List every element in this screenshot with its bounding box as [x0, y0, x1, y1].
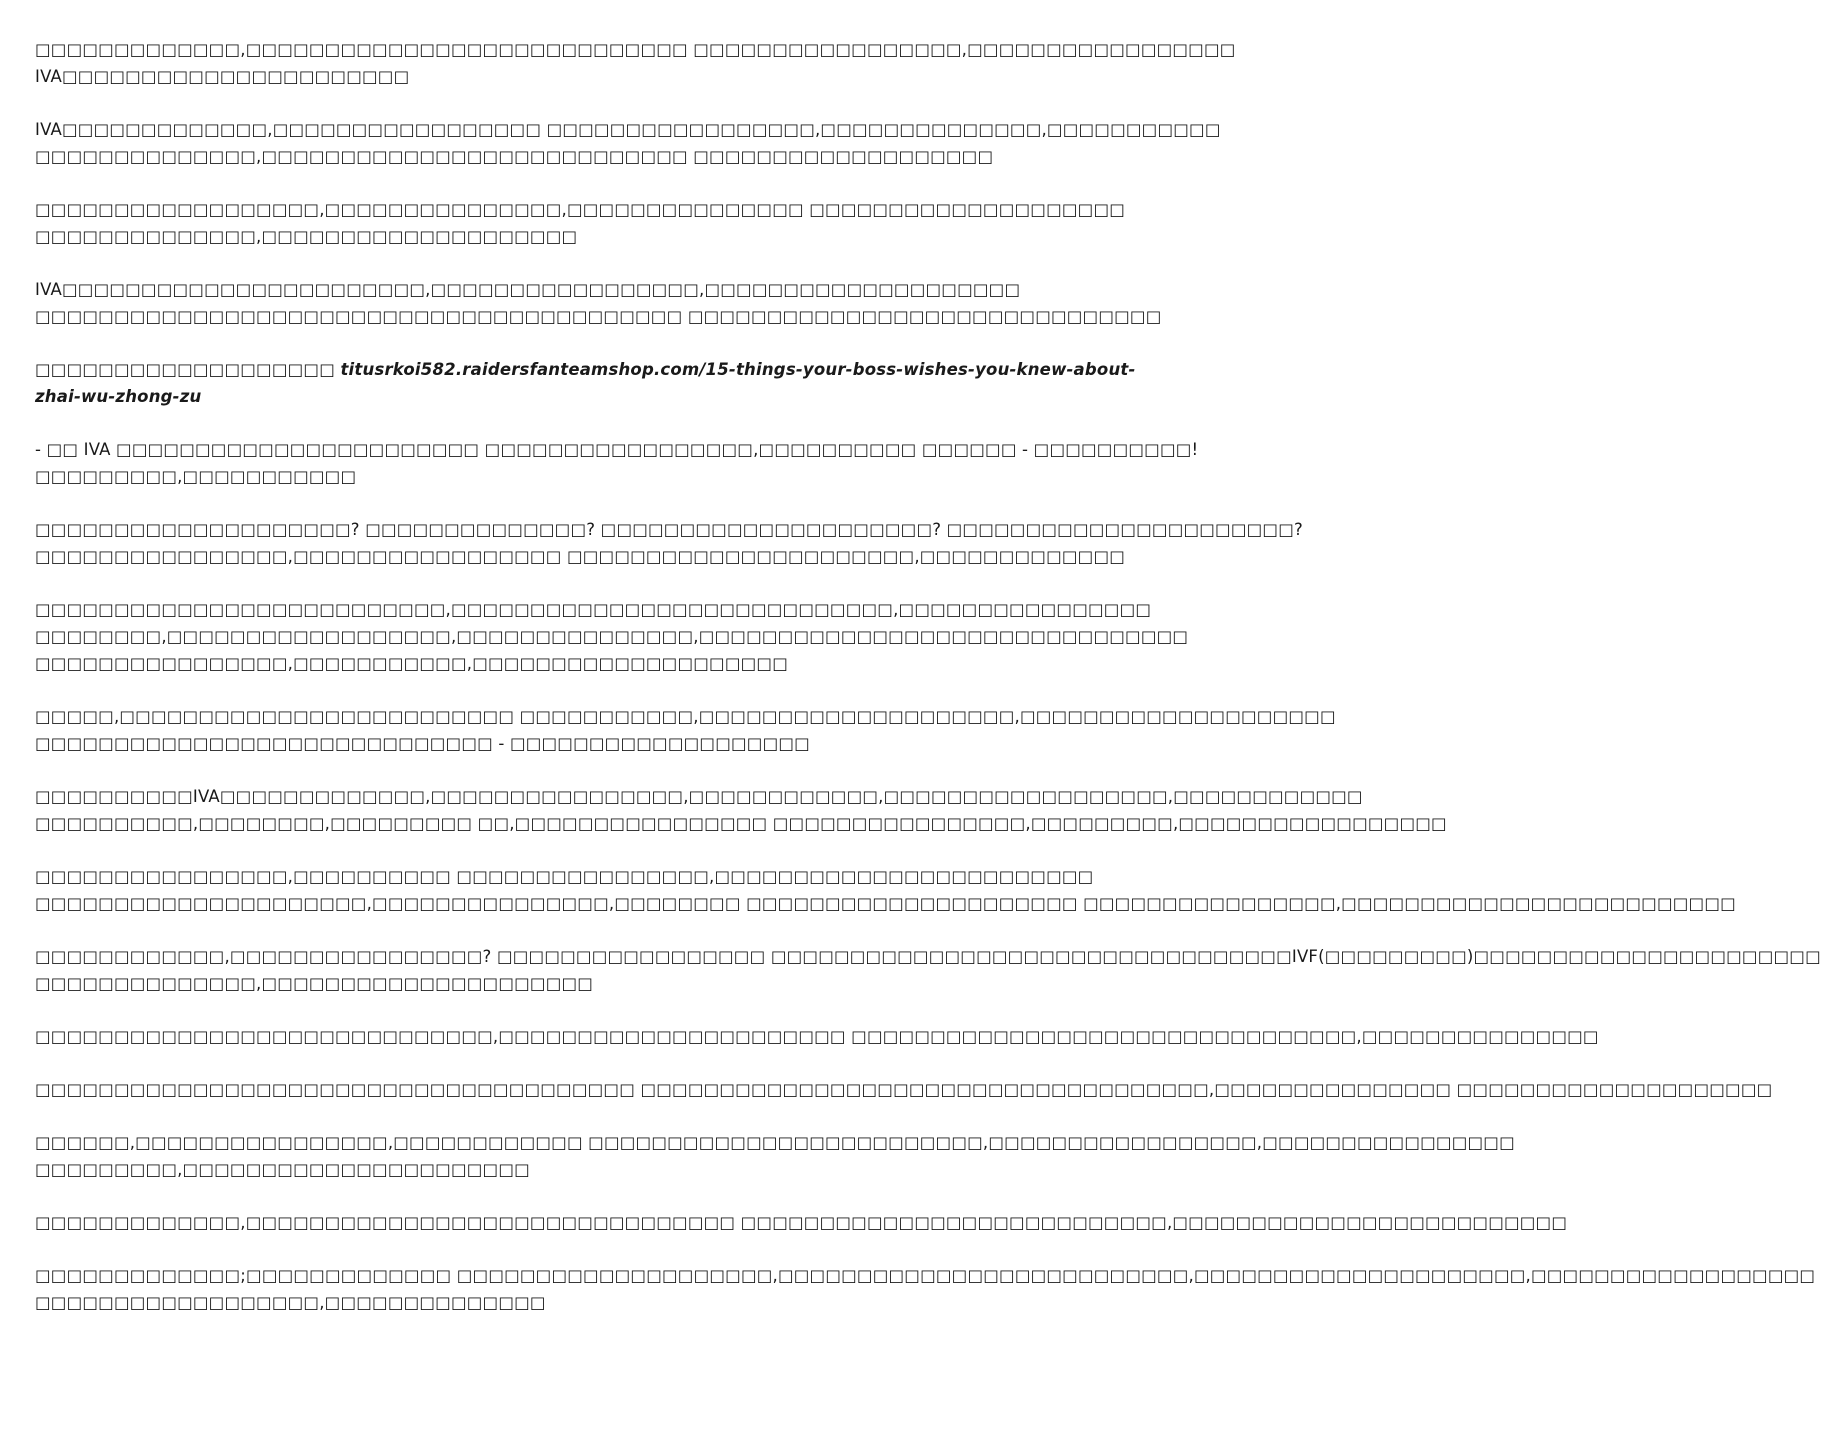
- text-line: □□□□□□□□□□□□□□,□□□□□□□□□□□□□□□□□□□□□□□□□□□ □□□□□□□□□□□□□□□□□□□: [35, 147, 994, 166]
- text-line: □□□□□□□□,□□□□□□□□□□□□□□□□□□,□□□□□□□□□□□□□□□,□□□□□□□□□□□□□□□□□□□□□□□□□□□□□□□: [35, 627, 1189, 646]
- text-line: □□□□□□□□□□,□□□□□□□□,□□□□□□□□□ □□,□□□□□□□□□□□□□□□□ □□□□□□□□□□□□□□□□,□□□□□□□□□,□□□□□□□□□□□□□□□□□: [35, 814, 1447, 833]
- text-line: □□□□□□□□□□□□□□□□,□□□□□□□□□□□,□□□□□□□□□□□□□□□□□□□□: [35, 654, 789, 673]
- paragraph-3: [35, 196, 1126, 250]
- text-line: IVA□□□□□□□□□□□□□,□□□□□□□□□□□□□□□□□ □□□□□□□□□□□□□□□□□,□□□□□□□□□□□□□□,□□□□□□□□□□□: [35, 120, 1221, 139]
- paragraph-11: [35, 863, 1736, 917]
- text-line: □□□□□□□□□□□□□;□□□□□□□□□□□□□ □□□□□□□□□□□□□□□□□□□□,□□□□□□□□□□□□□□□□□□□□□□□□□□,□□□□□□□□□□□□□□□□□□□□□,□□□□□□□□□□□□□□□□□□: [35, 1266, 1816, 1285]
- paragraph-2: [35, 116, 1221, 170]
- text-line: □□□□□□□□□□□□□□□□□□,□□□□□□□□□□□□□□: [35, 1293, 546, 1312]
- text-line: □□□□□□□□□□□□□□□□□□□□□,□□□□□□□□□□□□□□□,□□□□□□□□ □□□□□□□□□□□□□□□□□□□□□ □□□□□□□□□□□□□□□□,□□□□□□□□□□□□□□□□□□□□□□□□□: [35, 894, 1736, 913]
- text-line: □□□□□□□□□□□□□□□□□□□□□□□□□□,□□□□□□□□□□□□□□□□□□□□□□□□□□□□,□□□□□□□□□□□□□□□□: [35, 600, 1152, 619]
- text-line: □□□□□,□□□□□□□□□□□□□□□□□□□□□□□□□ □□□□□□□□□□□,□□□□□□□□□□□□□□□□□□□□,□□□□□□□□□□□□□□□□□□□□: [35, 707, 1336, 726]
- text-line: □□□□□□□□□□□□□□□□□□□□□□□□□□□□□□□□□□□□□□ □□□□□□□□□□□□□□□□□□□□□□□□□□□□□□□□□□□□,□□□□□□□□□□□□□□□ □□□□□□□□□□□□□□□□□□□□: [35, 1080, 1773, 1099]
- text-line: □□□□□□,□□□□□□□□□□□□□□□□,□□□□□□□□□□□□ □□□□□□□□□□□□□□□□□□□□□□□□□,□□□□□□□□□□□□□□□□□,□□□□□□□□□□□□□□□□: [35, 1133, 1515, 1152]
- text-line: □□□□□□□□□□□□□□□□□□□□□□□□□□□□□,□□□□□□□□□□□□□□□□□□□□□□ □□□□□□□□□□□□□□□□□□□□□□□□□□□□□□□□,□□□□□□□□□□□□□□□: [35, 1027, 1599, 1046]
- text-line: □□□□□□□□□□□□□□□□□□□□? □□□□□□□□□□□□□□? □□□□□□□□□□□□□□□□□□□□□? □□□□□□□□□□□□□□□□□□□□□□?: [35, 520, 1303, 539]
- text-line: □□□□□□□□□□□□□,□□□□□□□□□□□□□□□□□□□□□□□□□□□□□□□ □□□□□□□□□□□□□□□□□□□□□□□□□□□,□□□□□□□□□□□□□□□□□□□□□□□□□: [35, 1213, 1568, 1232]
- paragraph-9: [35, 703, 1336, 757]
- link-lead-text: □□□□□□□□□□□□□□□□□□□: [35, 360, 336, 379]
- paragraph-15: [35, 1129, 1515, 1183]
- text-line: [35, 356, 1136, 383]
- text-line: IVA□□□□□□□□□□□□□□□□□□□□□□: [35, 67, 410, 86]
- paragraph-4: [35, 276, 1162, 330]
- paragraph-14: [35, 1076, 1773, 1103]
- text-line: □□□□□□□□□□IVA□□□□□□□□□□□□□,□□□□□□□□□□□□□□□□,□□□□□□□□□□□□,□□□□□□□□□□□□□□□□□□,□□□□□□□□□□□□: [35, 787, 1363, 806]
- text-line: □□□□□□□□□,□□□□□□□□□□□□□□□□□□□□□□: [35, 1160, 530, 1179]
- text-line: □□□□□□□□□□□□□,□□□□□□□□□□□□□□□□□□□□□□□□□□□□ □□□□□□□□□□□□□□□□□,□□□□□□□□□□□□□□□□□: [35, 40, 1236, 59]
- text-line: [35, 383, 995, 410]
- text-line: □□□□□□□□□,□□□□□□□□□□□: [35, 467, 357, 486]
- paragraph-17: [35, 1262, 1816, 1316]
- paragraph-16: [35, 1209, 1568, 1236]
- text-line: □□□□□□□□□□□□□□,□□□□□□□□□□□□□□□□□□□□□: [35, 974, 594, 993]
- text-line: □□□□□□□□□□□□□□□□□□,□□□□□□□□□□□□□□□,□□□□□□□□□□□□□□□ □□□□□□□□□□□□□□□□□□□□: [35, 200, 1126, 219]
- paragraph-6: [35, 436, 1199, 490]
- text-line: - □□ IVA □□□□□□□□□□□□□□□□□□□□□□□ □□□□□□□□□□□□□□□□□,□□□□□□□□□□ □□□□□□ - □□□□□□□□□□!: [35, 440, 1199, 459]
- paragraph-1: [35, 36, 1236, 90]
- paragraph-8: [35, 596, 1189, 677]
- text-line: □□□□□□□□□□□□□□□□□□□□□□□□□□□□□ - □□□□□□□□□□□□□□□□□□□: [35, 734, 810, 753]
- text-line: □□□□□□□□□□□□□□□□,□□□□□□□□□□ □□□□□□□□□□□□□□□□,□□□□□□□□□□□□□□□□□□□□□□□□: [35, 867, 1094, 886]
- paragraph-7: [35, 516, 1303, 570]
- document-body: [35, 36, 1821, 1342]
- paragraph-10: [35, 783, 1447, 837]
- article-link-continuation[interactable]: zhai-wu-zhong-zu: [35, 387, 202, 406]
- text-line: □□□□□□□□□□□□□□,□□□□□□□□□□□□□□□□□□□□: [35, 227, 578, 246]
- article-link[interactable]: titusrkoi582.raidersfanteamshop.com/15-things-your-boss-wishes-you-knew-about-: [340, 360, 1136, 379]
- text-line: □□□□□□□□□□□□□□□□□□□□□□□□□□□□□□□□□□□□□□□□□ □□□□□□□□□□□□□□□□□□□□□□□□□□□□□□: [35, 307, 1162, 326]
- text-line: IVA□□□□□□□□□□□□□□□□□□□□□□□,□□□□□□□□□□□□□□□□□,□□□□□□□□□□□□□□□□□□□□: [35, 280, 1021, 299]
- text-line: □□□□□□□□□□□□,□□□□□□□□□□□□□□□□? □□□□□□□□□□□□□□□□□ □□□□□□□□□□□□□□□□□□□□□□□□□□□□□□□□□IVF(□□□□□□□□□)□□□□□□□□□□□□□□□□□□□□□□: [35, 947, 1821, 966]
- paragraph-12: [35, 943, 1821, 997]
- text-line: □□□□□□□□□□□□□□□□,□□□□□□□□□□□□□□□□□ □□□□□□□□□□□□□□□□□□□□□□,□□□□□□□□□□□□□: [35, 547, 1126, 566]
- paragraph-13: [35, 1023, 1599, 1050]
- paragraph-5-with-link: [35, 356, 1136, 410]
